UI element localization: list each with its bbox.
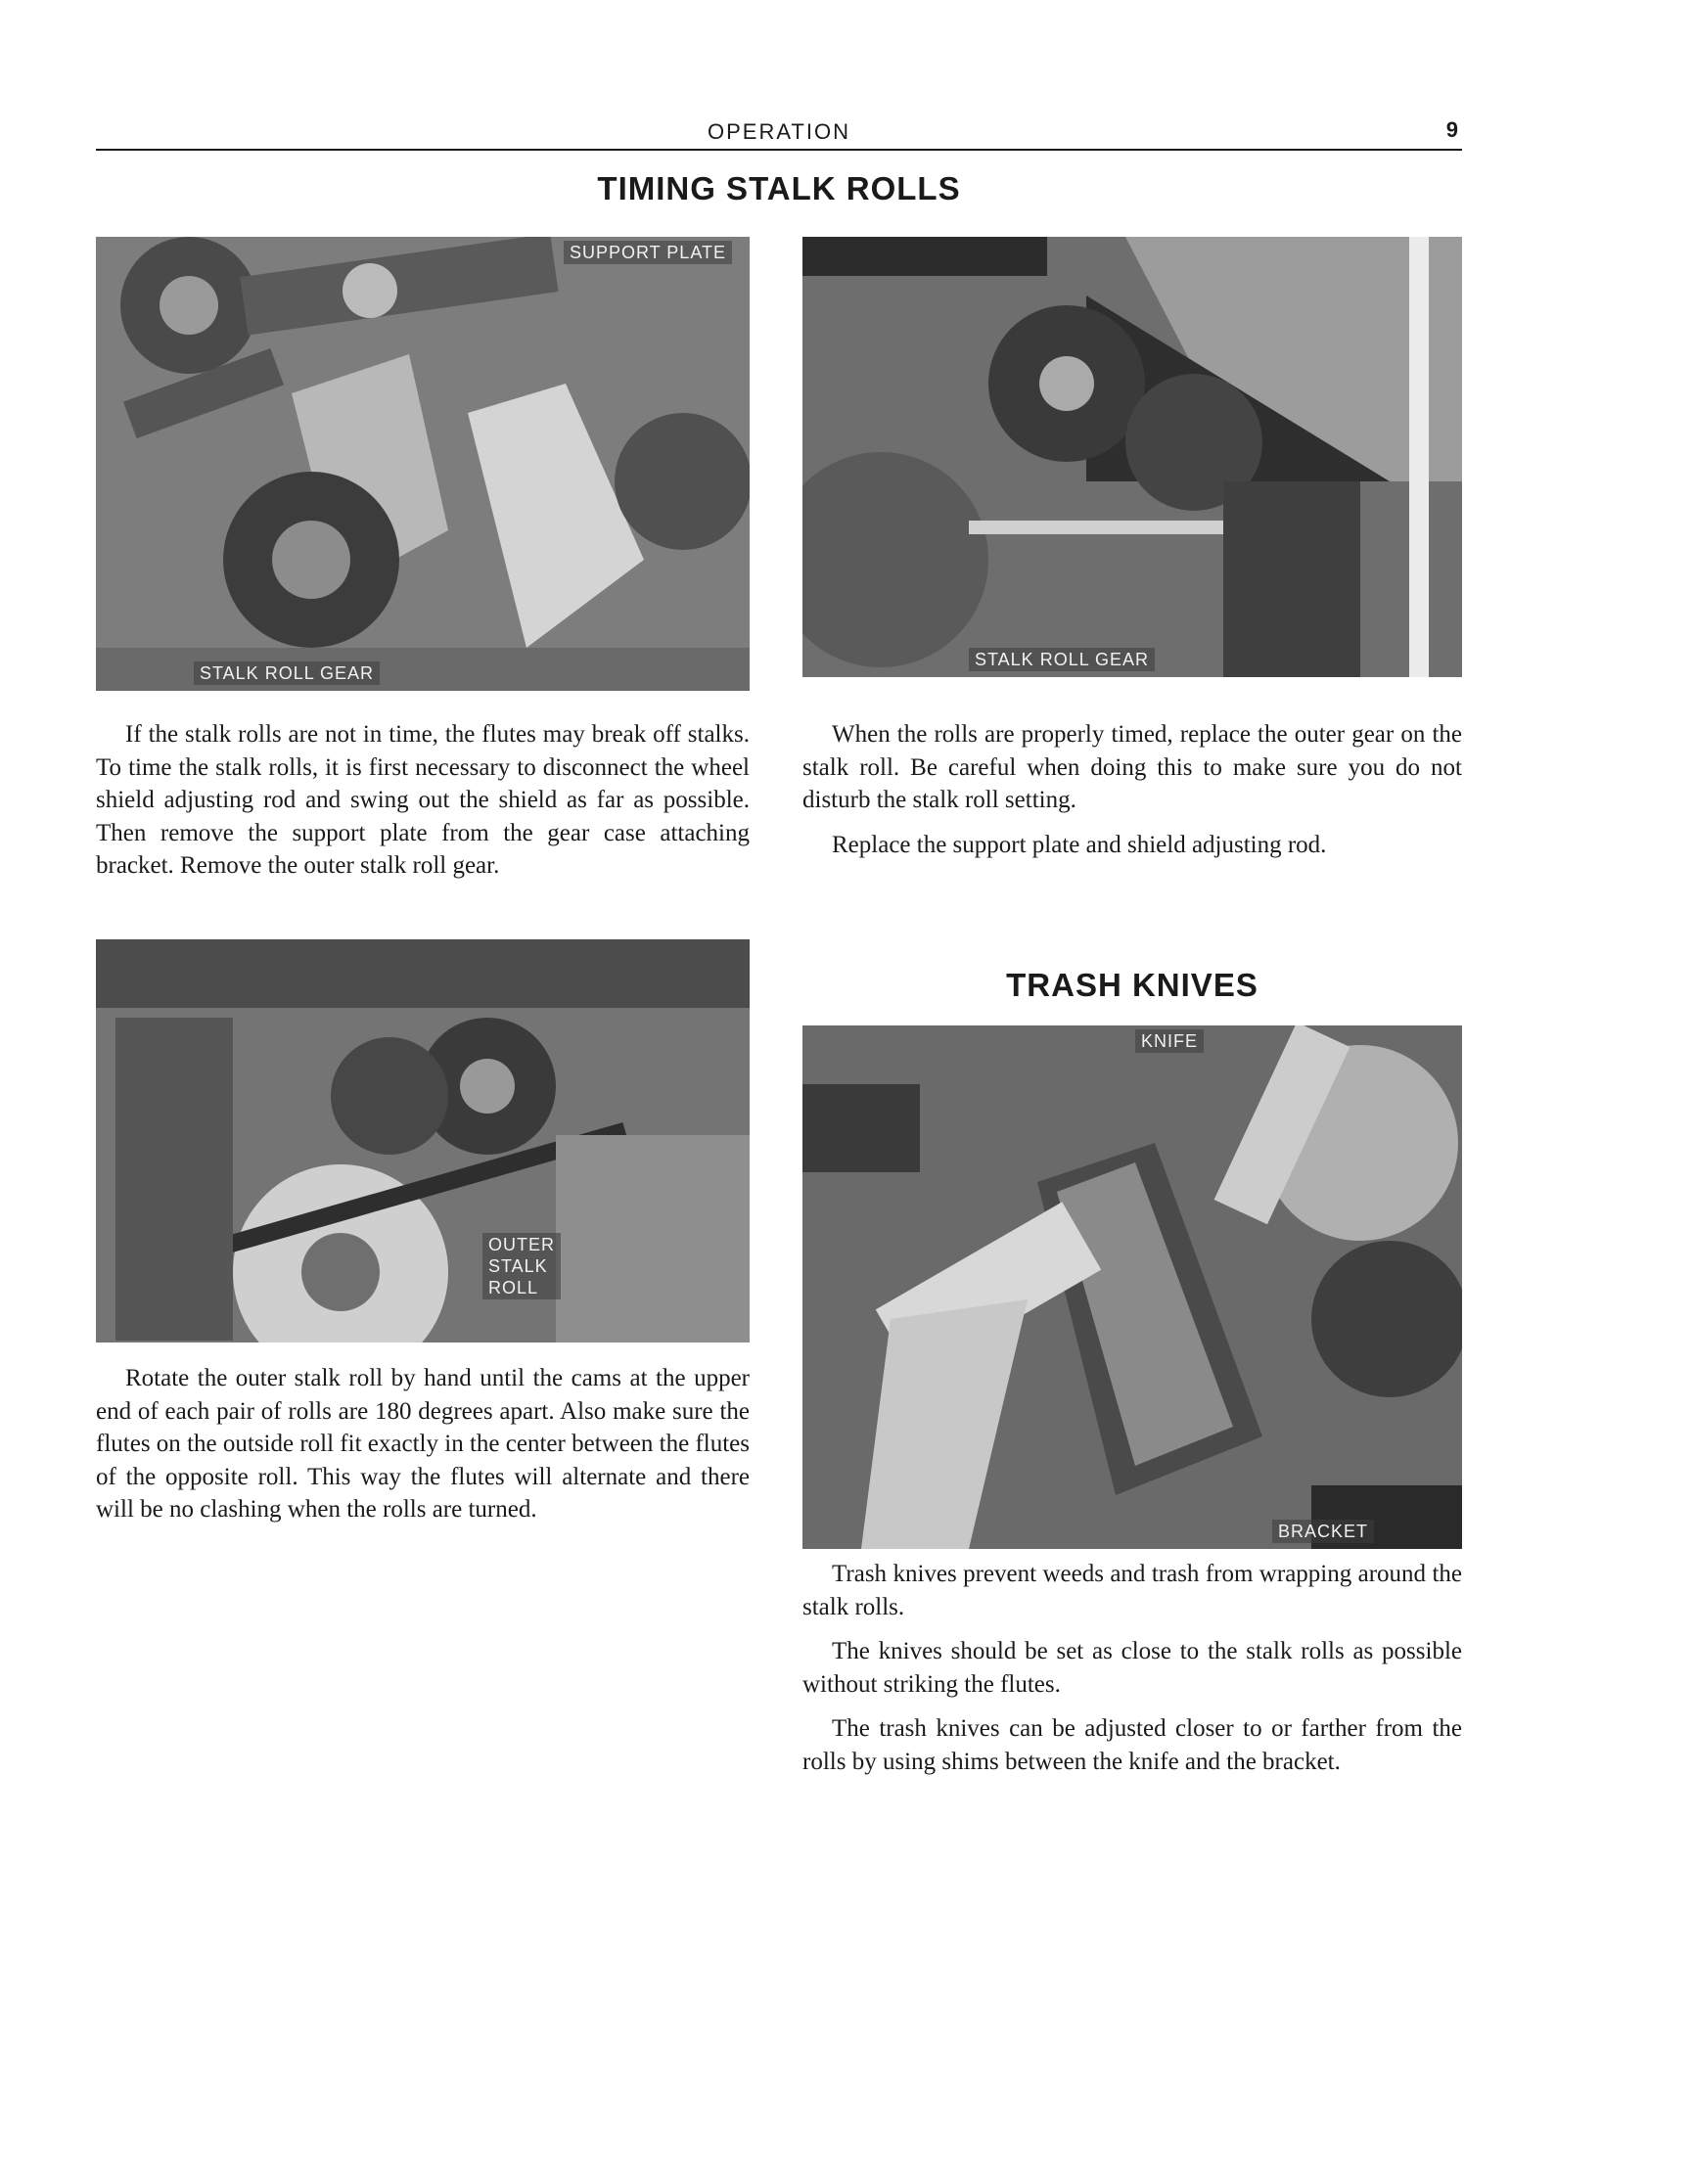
photo-label-bracket: BRACKET [1272,1520,1374,1543]
header-rule [96,149,1462,151]
paragraph: Trash knives prevent weeds and trash from wrapping around the stalk rolls. [802,1561,1462,1620]
paragraph: The trash knives can be adjusted closer to or farther from the rolls by using shims between the knife and the bracket. [802,1715,1462,1775]
running-head [96,117,1462,151]
photo-1-illustration [96,237,750,691]
paragraph: Rotate the outer stalk roll by hand until the cams at the upper end of each pair of rolls are 180 degrees apart. Also make sure the flutes on the outside roll fit exactly in the center between the flutes of the opposite roll. This way the flutes will alternate and there will be no clashing when the rolls are turned. [96,1365,750,1523]
photo-stalk-roll-gear [802,237,1462,677]
running-title: OPERATION [708,119,850,144]
photo-2-illustration [802,237,1462,677]
paragraph: When the rolls are properly timed, replace the outer gear on the stalk roll. Be careful when doing this to make sure you do not disturb the stalk roll setting. [802,721,1462,813]
paragraph: Replace the support plate and shield adjusting rod. [832,831,1327,858]
section-heading-timing-stalk-rolls: TIMING STALK ROLLS [597,170,961,206]
photo-label-stalk-roll-gear: STALK ROLL GEAR [194,661,380,685]
paragraph: If the stalk rolls are not in time, the flutes may break off stalks. To time the stalk rolls, it is first necessary to disconnect the wheel shield adjusting rod and swing out the shield as far as possible. Then remove the support plate from the gear case attaching bracket. Remove the outer stalk roll gear. [96,721,750,879]
photo-label-support-plate: SUPPORT PLATE [564,241,732,264]
photo-label-knife: KNIFE [1135,1029,1204,1053]
photo-3-illustration [96,939,750,1342]
photo-4-illustration [802,1025,1462,1549]
paragraph: The knives should be set as close to the stalk rolls as possible without striking the flutes. [802,1638,1462,1698]
text-rotate-outer-roll [96,1362,750,1538]
photo-trash-knife-bracket [802,1025,1462,1549]
photo-stalk-roll-gear-support-plate [96,237,750,691]
photo-outer-stalk-roll [96,939,750,1342]
photo-label-outer-stalk-roll: OUTER STALK ROLL [482,1233,561,1299]
page-number: 9 [1445,117,1458,142]
text-timing-instructions [96,718,750,894]
section-heading-trash-knives: TRASH KNIVES [1006,967,1258,1003]
text-replace-gear [802,718,1462,873]
photo-label-stalk-roll-gear: STALK ROLL GEAR [969,648,1155,671]
text-trash-knives [802,1558,1462,1790]
